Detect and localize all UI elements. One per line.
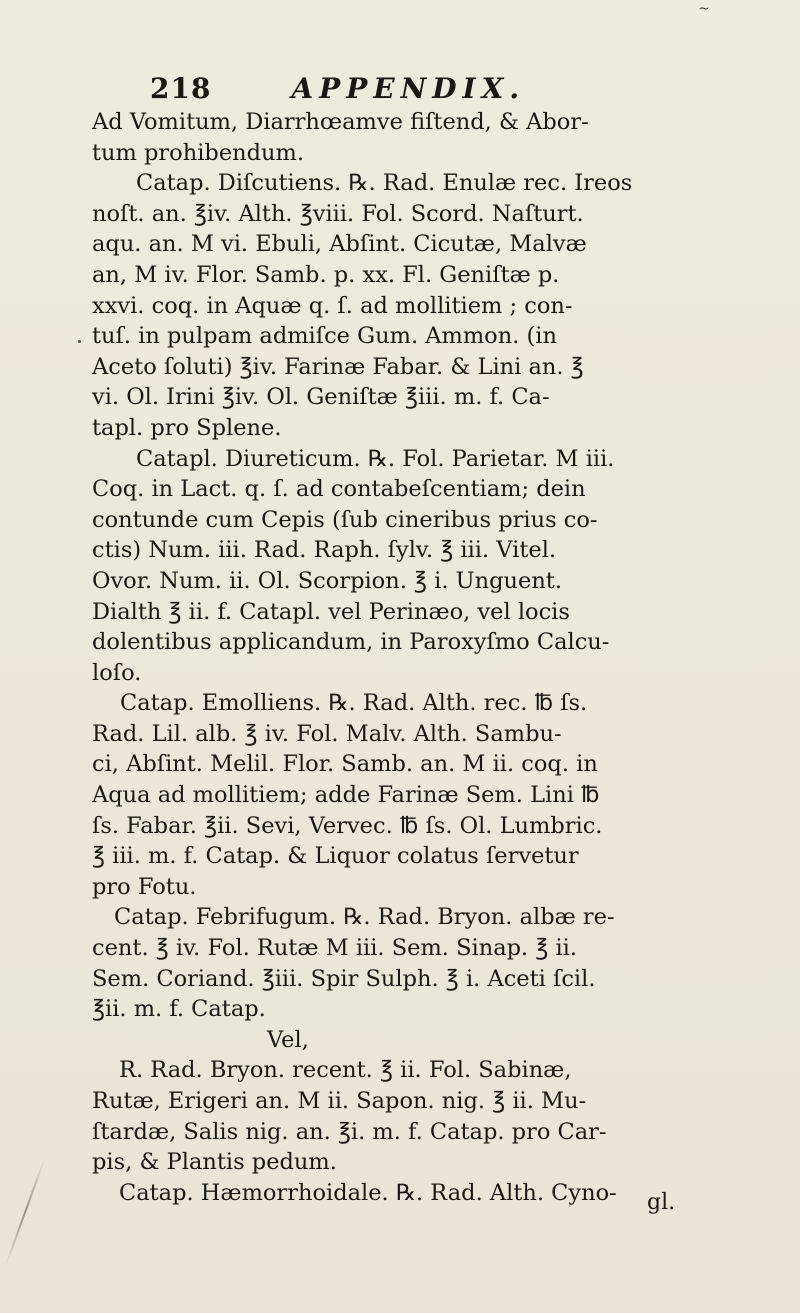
text-line: tapl. pro Splene.: [92, 414, 282, 441]
text-line: Catap. Diſcutiens. ℞. Rad. Enulæ rec. Ireos: [136, 170, 633, 197]
text-line: ſs. Fabar. ℥ii. Sevi, Vervec. ℔ ſs. Ol. Lumbric.: [92, 812, 603, 839]
text-line: Catap. Hæmorrhoidale. ℞. Rad. Alth. Cyno-: [119, 1179, 617, 1206]
page-edge-line: [4, 1158, 45, 1267]
text-line: Catapl. Diureticum. ℞. Fol. Parietar. M iii.: [136, 445, 615, 472]
text-line: Rad. Lil. alb. ℥ iv. Fol. Malv. Alth. Sambu-: [92, 720, 562, 747]
text-line: Ovor. Num. ii. Ol. Scorpion. ℥ i. Unguent.: [92, 567, 563, 594]
text-line: ſtardæ, Salis nig. an. ℥i. m. f. Catap. pro Car-: [92, 1118, 607, 1145]
text-line: ℥ iii. m. f. Catap. & Liquor colatus ſervetur: [92, 843, 579, 870]
text-line: tuſ. in pulpam admiſce Gum. Ammon. (in: [92, 323, 557, 350]
text-line: Catap. Febrifugum. ℞. Rad. Bryon. albæ re-: [114, 904, 615, 931]
text-line: Aceto ſoluti) ℥iv. Farinæ Fabar. & Lini an. ℥: [92, 353, 584, 380]
text-line: ci, Abſint. Melil. Flor. Samb. an. M ii. coq. in: [92, 751, 598, 778]
text-line: R. Rad. Bryon. recent. ℥ ii. Fol. Sabinæ,: [119, 1057, 572, 1084]
text-line: cent. ℥ iv. Fol. Rutæ M iii. Sem. Sinap. ℥ ii.: [92, 935, 578, 962]
text-body: [92, 107, 742, 1208]
text-line: Dialth ℥ ii. f. Catapl. vel Perinæo, vel locis: [92, 598, 570, 625]
text-line: xxvi. coq. in Aquæ q. ſ. ad mollitiem ; con-: [92, 292, 573, 319]
text-line: loſo.: [92, 659, 142, 686]
corner-mark-icon: ~: [698, 1, 710, 17]
text-line: Aqua ad mollitiem; adde Farinæ Sem. Lini ℔: [92, 782, 600, 809]
text-line: pro Fotu.: [92, 873, 197, 900]
text-line: contunde cum Cepis (ſub cineribus prius co-: [92, 506, 598, 533]
text-line: noſt. an. ℥iv. Alth. ℥viii. Fol. Scord. Naſturt.: [92, 200, 584, 227]
text-line: an, M iv. Flor. Samb. p. xx. Fl. Geniſtæ p.: [92, 261, 560, 288]
text-line: dolentibus applicandum, in Paroxyſmo Calcu-: [92, 629, 610, 656]
text-line: Catap. Emolliens. ℞. Rad. Alth. rec. ℔ ſs.: [120, 690, 588, 717]
catchword: gl.: [647, 1190, 676, 1215]
margin-dot: [78, 340, 81, 343]
running-title: APPENDIX.: [291, 72, 526, 105]
text-line: Sem. Coriand. ℥iii. Spir Sulph. ℥ i. Aceti ſcil.: [92, 965, 596, 992]
text-line: aqu. an. M vi. Ebuli, Abſint. Cicutæ, Malvæ: [92, 231, 587, 258]
text-line: Vel,: [267, 1026, 309, 1053]
text-line: vi. Ol. Irini ℥iv. Ol. Geniſtæ ℥iii. m. f. Ca-: [92, 384, 550, 411]
page-header: [150, 72, 650, 110]
text-line: ctis) Num. iii. Rad. Raph. ſylv. ℥ iii. Vitel.: [92, 537, 557, 564]
text-line: ℥ii. m. f. Catap.: [92, 996, 266, 1023]
text-line: pis, & Plantis pedum.: [92, 1149, 337, 1176]
text-line: Rutæ, Erigeri an. M ii. Sapon. nig. ℥ ii. Mu-: [92, 1088, 587, 1114]
text-line: Coq. in Lact. q. ſ. ad contabeſcentiam; dein: [92, 476, 586, 503]
page-number: 218: [150, 72, 212, 105]
text-line: Ad Vomitum, Diarrhœamve fiſtend, & Abor-: [92, 109, 589, 135]
text-line: tum prohibendum.: [92, 139, 305, 166]
